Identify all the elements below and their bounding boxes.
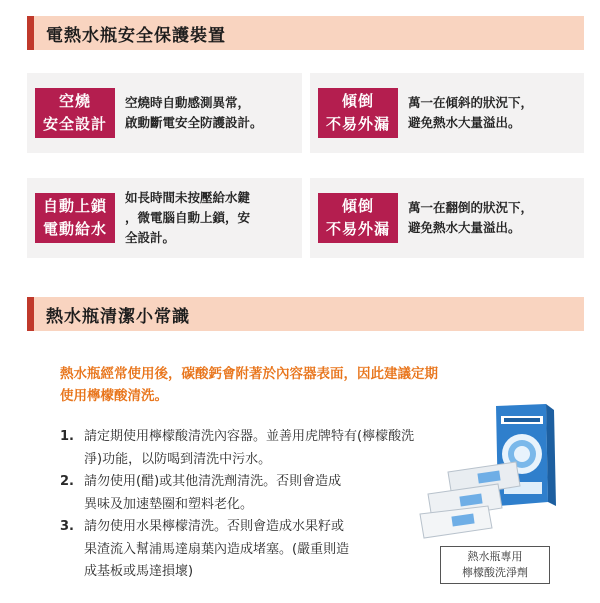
- section-title: 熱水瓶清潔小常識: [46, 306, 190, 327]
- feature-badge: 空燒 安全設計: [35, 88, 115, 138]
- feature-badge: 傾倒 不易外漏: [318, 88, 398, 138]
- feature-card-auto-lock: [27, 178, 302, 258]
- list-item: 3. 請勿使用水果檸檬清洗。否則會造成水果籽或 果渣流入幫浦馬達扇葉內造成堵塞。(嚴重則造 成基板或馬達損壞): [60, 519, 350, 579]
- feature-description: 萬一在傾斜的狀況下， 避免熱水大量溢出。: [408, 95, 534, 130]
- feature-badge: 傾倒 不易外漏: [318, 193, 398, 243]
- citric-acid-cleaner-image: [418, 402, 558, 542]
- list-item: 1. 請定期使用檸檬酸清洗內容器。並善用虎牌特有(檸檬酸洗 淨)功能，以防喝到清洗中污水。: [60, 429, 415, 467]
- cleaning-intro: 熱水瓶經常使用後，碳酸鈣會附著於內容器表面，因此建議定期 使用檸檬酸清洗。: [60, 366, 438, 404]
- feature-card-tilt: [310, 73, 584, 153]
- product-box: [496, 404, 556, 506]
- feature-description: 空燒時自動感測異常， 啟動斷電安全防護設計。: [125, 95, 263, 130]
- section-title: 電熱水瓶安全保護裝置: [46, 25, 226, 46]
- product-caption: 熱水瓶專用 檸檬酸洗淨劑: [440, 546, 550, 584]
- section-header-cleaning: [27, 297, 584, 331]
- header-accent-bar: [27, 16, 34, 50]
- feature-card-dry-boil: [27, 73, 302, 153]
- feature-description: 如長時間未按壓給水鍵 ，微電腦自動上鎖，安 全設計。: [125, 190, 251, 245]
- feature-badge: 自動上鎖 電動給水: [35, 193, 115, 243]
- section-header-safety: [27, 16, 584, 50]
- list-item: 2. 請勿使用(醋)或其他清洗劑清洗。否則會造成 異味及加速墊圈和塑料老化。: [60, 474, 342, 512]
- cleaning-tips-list: [60, 426, 440, 584]
- feature-description: 萬一在翻倒的狀況下， 避免熱水大量溢出。: [408, 200, 534, 235]
- header-accent-bar: [27, 297, 34, 331]
- feature-card-overturn: [310, 178, 584, 258]
